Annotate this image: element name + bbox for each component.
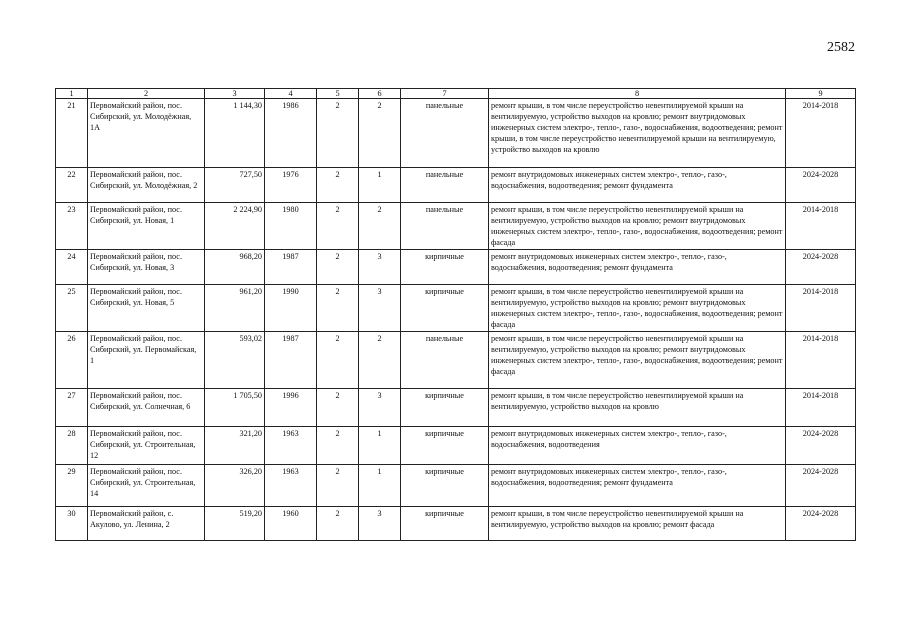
- area-cell: 593,02: [205, 332, 265, 389]
- row-number: 26: [56, 332, 88, 389]
- entrances-cell: 2: [359, 99, 401, 168]
- entrances-cell: 3: [359, 507, 401, 541]
- address-cell: Первомайский район, пос. Сибирский, ул. Первомайская, 1: [88, 332, 205, 389]
- works-cell: ремонт крыши, в том числе переустройство невентилируемой крыши на вентилируемую, устройство выходов на кровлю; ремонт внутридомовых инженерных систем электро-, тепло-, газо-, водоснабжения, водоотведения; ремонт фасада: [489, 285, 786, 332]
- entrances-cell: 3: [359, 250, 401, 285]
- floors-cell: 2: [317, 465, 359, 507]
- column-header: 6: [359, 89, 401, 99]
- entrances-cell: 2: [359, 203, 401, 250]
- period-cell: 2024-2028: [786, 250, 856, 285]
- area-cell: 1 705,50: [205, 389, 265, 427]
- wall-material-cell: кирпичные: [401, 427, 489, 465]
- works-cell: ремонт внутридомовых инженерных систем электро-, тепло-, газо-, водоснабжения, водоотведения; ремонт фундамента: [489, 250, 786, 285]
- wall-material-cell: кирпичные: [401, 389, 489, 427]
- year-cell: 1980: [265, 203, 317, 250]
- address-cell: Первомайский район, пос. Сибирский, ул. Новая, 5: [88, 285, 205, 332]
- works-cell: ремонт внутридомовых инженерных систем электро-, тепло-, газо-, водоснабжения, водоотведения; ремонт фундамента: [489, 465, 786, 507]
- table-row: [56, 168, 856, 203]
- works-cell: ремонт внутридомовых инженерных систем электро-, тепло-, газо-, водоснабжения, водоотведения; ремонт фундамента: [489, 168, 786, 203]
- address-cell: Первомайский район, с. Акулово, ул. Ленина, 2: [88, 507, 205, 541]
- page-number: 2582: [827, 40, 855, 55]
- floors-cell: 2: [317, 285, 359, 332]
- row-number: 21: [56, 99, 88, 168]
- floors-cell: 2: [317, 427, 359, 465]
- works-cell: ремонт крыши, в том числе переустройство невентилируемой крыши на вентилируемую, устройство выходов на кровлю; ремонт фасада: [489, 507, 786, 541]
- area-cell: 968,20: [205, 250, 265, 285]
- entrances-cell: 1: [359, 465, 401, 507]
- table-row: [56, 427, 856, 465]
- wall-material-cell: панельные: [401, 99, 489, 168]
- year-cell: 1963: [265, 427, 317, 465]
- column-header: 7: [401, 89, 489, 99]
- floors-cell: 2: [317, 250, 359, 285]
- column-header: 5: [317, 89, 359, 99]
- entrances-cell: 3: [359, 285, 401, 332]
- period-cell: 2014-2018: [786, 389, 856, 427]
- year-cell: 1986: [265, 99, 317, 168]
- period-cell: 2024-2028: [786, 427, 856, 465]
- works-cell: ремонт крыши, в том числе переустройство невентилируемой крыши на вентилируемую, устройство выходов на кровлю; ремонт внутридомовых инженерных систем электро-, тепло-, газо-, водоснабжения, водоотведения; ремонт фасада: [489, 203, 786, 250]
- period-cell: 2014-2018: [786, 285, 856, 332]
- period-cell: 2014-2018: [786, 99, 856, 168]
- column-header: 1: [56, 89, 88, 99]
- area-cell: 727,50: [205, 168, 265, 203]
- works-cell: ремонт крыши, в том числе переустройство невентилируемой крыши на вентилируемую, устройство выходов на кровлю: [489, 389, 786, 427]
- works-cell: ремонт крыши, в том числе переустройство невентилируемой крыши на вентилируемую, устройство выходов на кровлю; ремонт внутридомовых инженерных систем электро-, тепло-, газо-, водоснабжения, водоотведения; ремонт фасада: [489, 332, 786, 389]
- year-cell: 1976: [265, 168, 317, 203]
- row-number: 30: [56, 507, 88, 541]
- table-row: [56, 203, 856, 250]
- area-cell: 519,20: [205, 507, 265, 541]
- area-cell: 321,20: [205, 427, 265, 465]
- entrances-cell: 2: [359, 332, 401, 389]
- address-cell: Первомайский район, пос. Сибирский, ул. Молодёжная, 2: [88, 168, 205, 203]
- wall-material-cell: кирпичные: [401, 507, 489, 541]
- wall-material-cell: панельные: [401, 168, 489, 203]
- wall-material-cell: кирпичные: [401, 285, 489, 332]
- area-cell: 326,20: [205, 465, 265, 507]
- entrances-cell: 3: [359, 389, 401, 427]
- row-number: 27: [56, 389, 88, 427]
- table-row: [56, 332, 856, 389]
- header-row: [56, 89, 856, 99]
- year-cell: 1990: [265, 285, 317, 332]
- area-cell: 1 144,30: [205, 99, 265, 168]
- area-cell: 2 224,90: [205, 203, 265, 250]
- wall-material-cell: кирпичные: [401, 465, 489, 507]
- column-header: 2: [88, 89, 205, 99]
- period-cell: 2024-2028: [786, 465, 856, 507]
- column-header: 9: [786, 89, 856, 99]
- column-header: 4: [265, 89, 317, 99]
- wall-material-cell: панельные: [401, 332, 489, 389]
- year-cell: 1963: [265, 465, 317, 507]
- address-cell: Первомайский район, пос. Сибирский, ул. Солнечная, 6: [88, 389, 205, 427]
- column-header: 3: [205, 89, 265, 99]
- row-number: 28: [56, 427, 88, 465]
- housing-registry-table: [55, 88, 856, 541]
- year-cell: 1987: [265, 250, 317, 285]
- floors-cell: 2: [317, 332, 359, 389]
- year-cell: 1987: [265, 332, 317, 389]
- floors-cell: 2: [317, 203, 359, 250]
- wall-material-cell: панельные: [401, 203, 489, 250]
- floors-cell: 2: [317, 99, 359, 168]
- address-cell: Первомайский район, пос. Сибирский, ул. Строительная, 12: [88, 427, 205, 465]
- works-cell: ремонт внутридомовых инженерных систем электро-, тепло-, газо-, водоснабжения, водоотведения: [489, 427, 786, 465]
- entrances-cell: 1: [359, 168, 401, 203]
- row-number: 22: [56, 168, 88, 203]
- floors-cell: 2: [317, 389, 359, 427]
- year-cell: 1996: [265, 389, 317, 427]
- row-number: 25: [56, 285, 88, 332]
- address-cell: Первомайский район, пос. Сибирский, ул. Молодёжная, 1А: [88, 99, 205, 168]
- table-row: [56, 99, 856, 168]
- address-cell: Первомайский район, пос. Сибирский, ул. Строительная, 14: [88, 465, 205, 507]
- year-cell: 1960: [265, 507, 317, 541]
- row-number: 23: [56, 203, 88, 250]
- wall-material-cell: кирпичные: [401, 250, 489, 285]
- period-cell: 2014-2018: [786, 332, 856, 389]
- address-cell: Первомайский район, пос. Сибирский, ул. Новая, 1: [88, 203, 205, 250]
- address-cell: Первомайский район, пос. Сибирский, ул. Новая, 3: [88, 250, 205, 285]
- area-cell: 961,20: [205, 285, 265, 332]
- row-number: 29: [56, 465, 88, 507]
- floors-cell: 2: [317, 168, 359, 203]
- floors-cell: 2: [317, 507, 359, 541]
- entrances-cell: 1: [359, 427, 401, 465]
- period-cell: 2024-2028: [786, 168, 856, 203]
- table-row: [56, 465, 856, 507]
- period-cell: 2024-2028: [786, 507, 856, 541]
- works-cell: ремонт крыши, в том числе переустройство невентилируемой крыши на вентилируемую, устройство выходов на кровлю; ремонт внутридомовых инженерных систем электро-, тепло-, газо-, водоснабжения, водоотведения; ремонт крыши, в том числе переустройство невентилируемой крыши на вентилируемую, устройство выходов на кровлю: [489, 99, 786, 168]
- table-row: [56, 507, 856, 541]
- period-cell: 2014-2018: [786, 203, 856, 250]
- row-number: 24: [56, 250, 88, 285]
- table-row: [56, 250, 856, 285]
- table-row: [56, 389, 856, 427]
- table-row: [56, 285, 856, 332]
- column-header: 8: [489, 89, 786, 99]
